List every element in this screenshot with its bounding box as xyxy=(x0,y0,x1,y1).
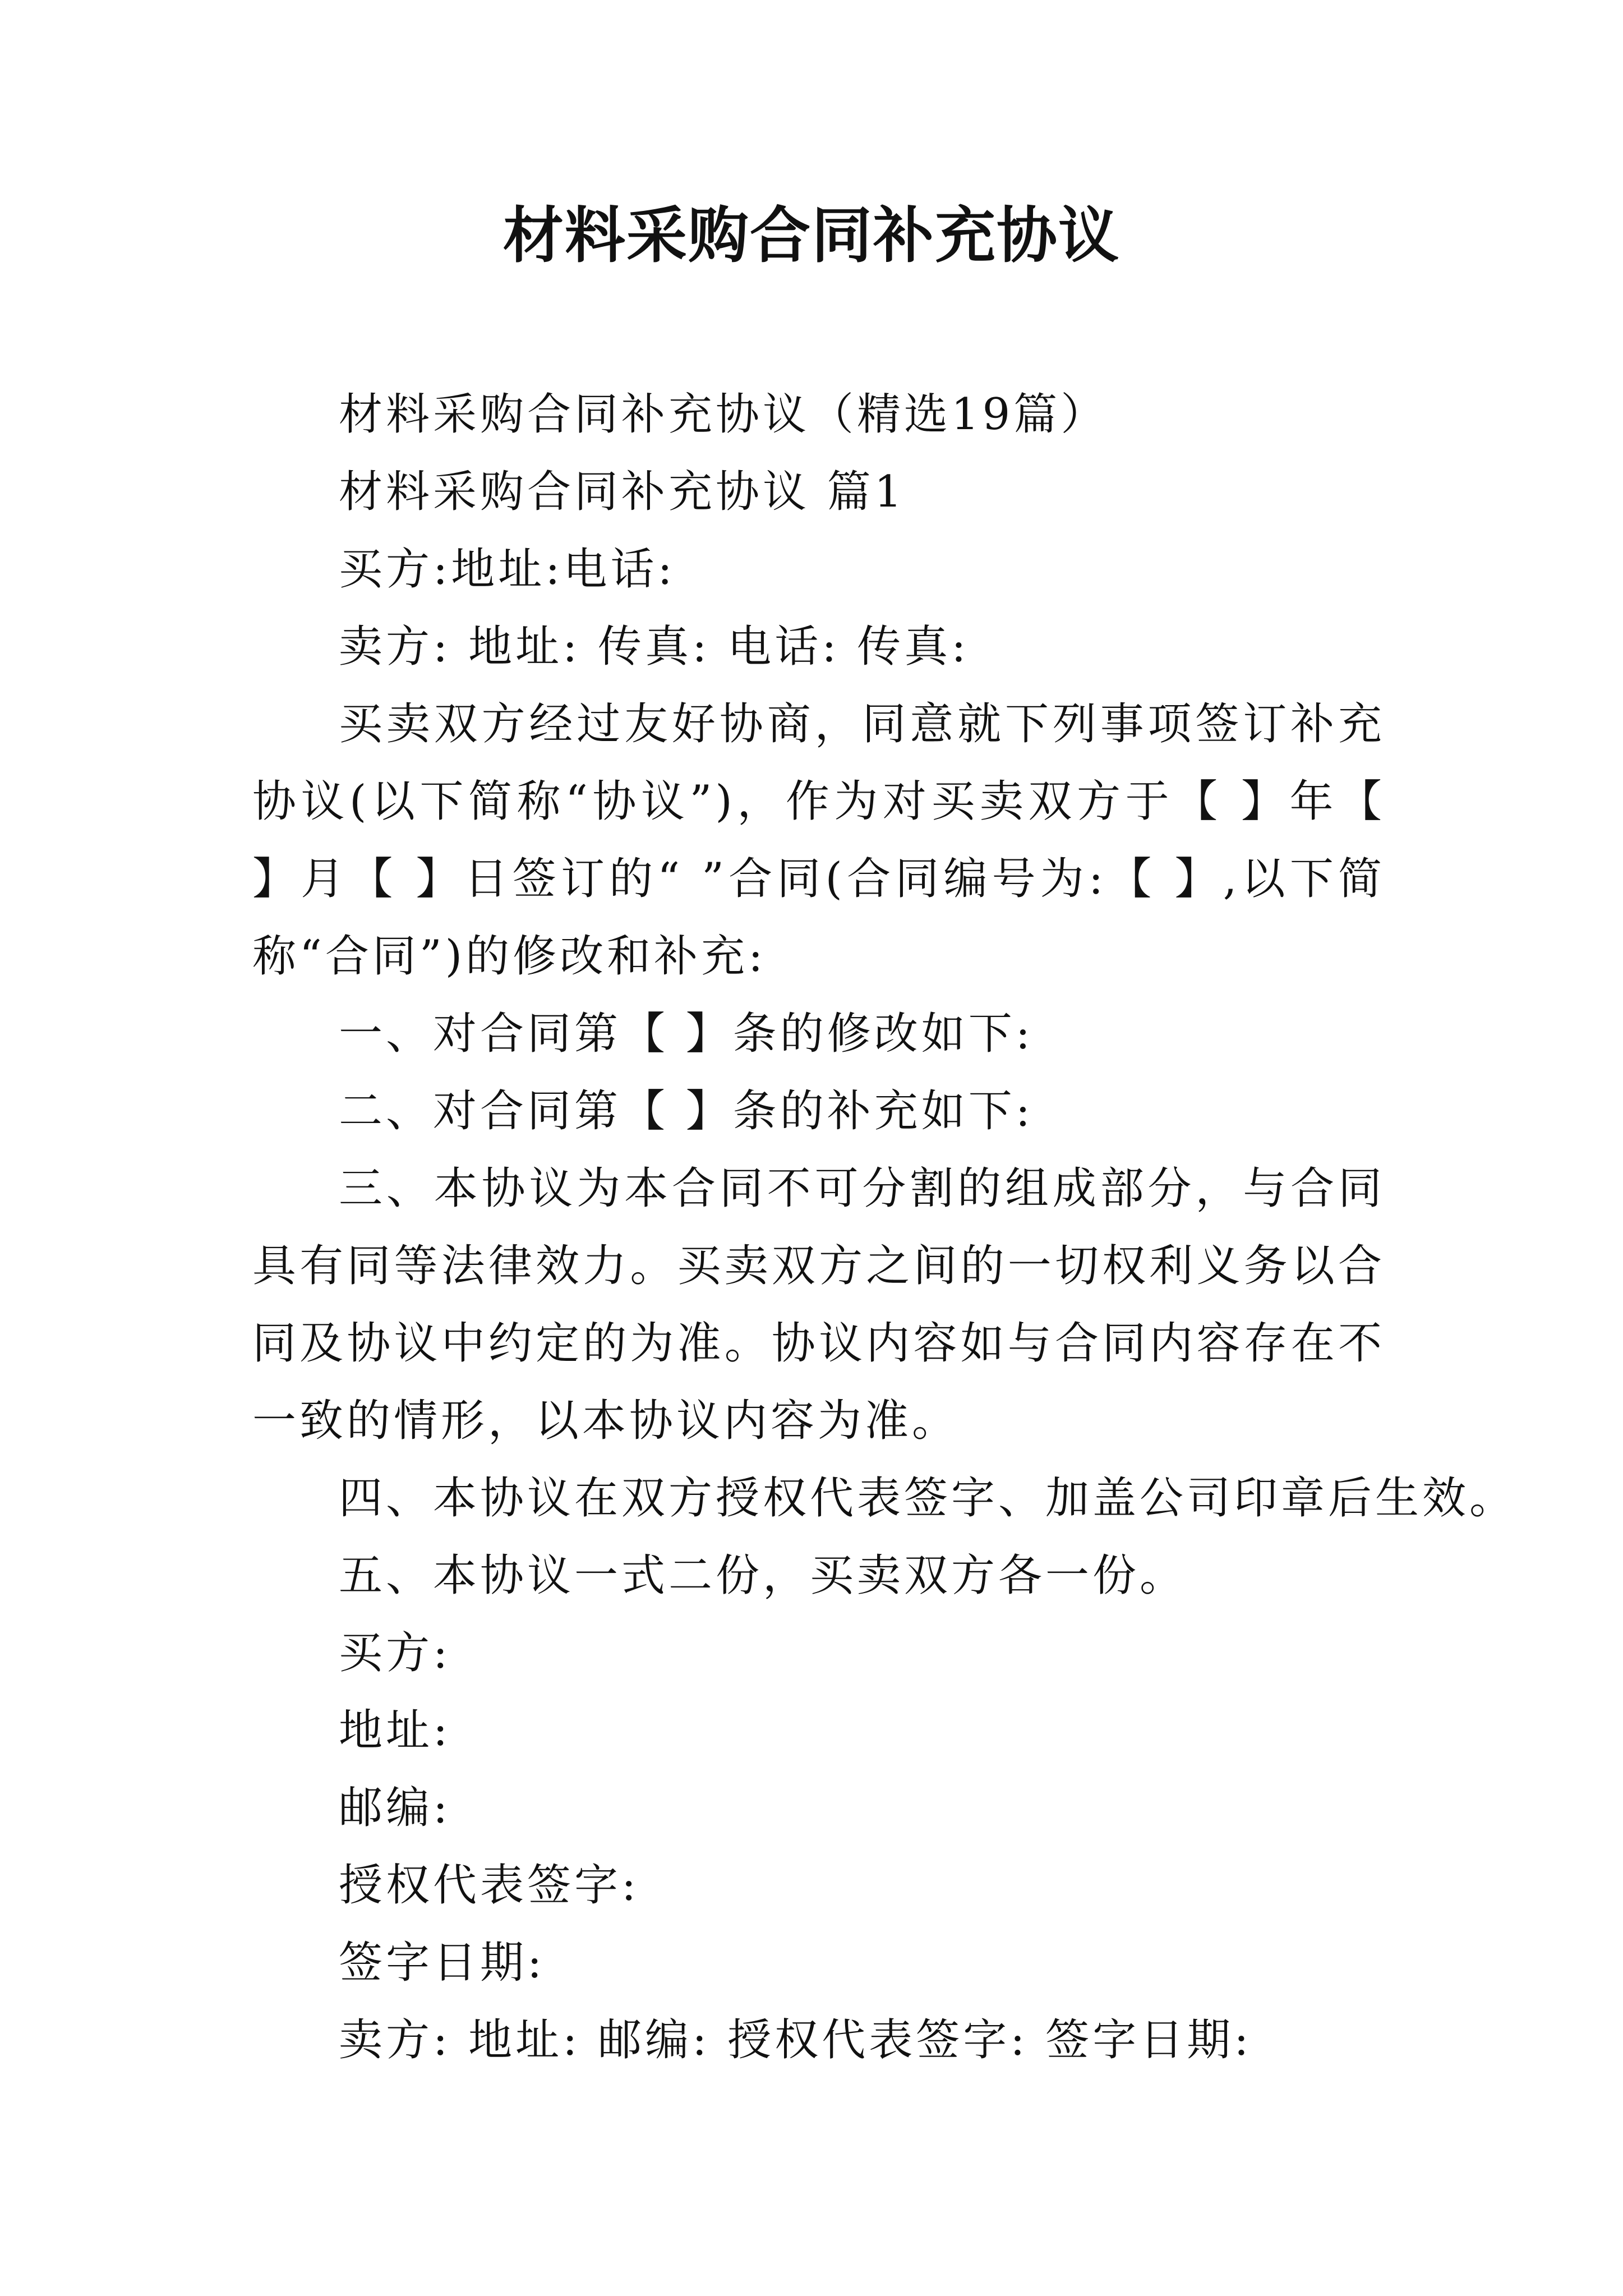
signature-postcode: 邮编: xyxy=(339,1783,451,1833)
paragraph-subtitle: 材料采购合同补充协议（精选19篇） xyxy=(339,389,1108,440)
document-title: 材料采购合同补充协议 xyxy=(502,200,1120,271)
document-body xyxy=(252,376,1517,2079)
paragraph-clause-3: 三、本协议为本合同不可分割的组成部分，与合同具有同等法律效力。买卖双方之间的一切权利义务以合同及协议中约定的为准。协议内容如与合同内容存在不一致的情形，以本协议内容为准。 xyxy=(252,1163,1385,1446)
signature-seller-line: 卖方: 地址: 邮编: 授权代表签字: 签字日期: xyxy=(339,2015,1252,2065)
paragraph-clause-5: 五、本协议一式二份，买卖双方各一份。 xyxy=(339,1550,1187,1601)
signature-date: 签字日期: xyxy=(339,1938,546,1988)
signature-address: 地址: xyxy=(339,1705,451,1756)
signature-buyer: 买方: xyxy=(339,1628,451,1678)
paragraph-clause-2: 二、对合同第【 】条的补充如下: xyxy=(339,1086,1034,1137)
paragraph-buyer-info: 买方:地址:电话: xyxy=(339,544,676,595)
paragraph-clause-4: 四、本协议在双方授权代表签字、加盖公司印章后生效。 xyxy=(339,1473,1517,1524)
paragraph-preamble: 买卖双方经过友好协商，同意就下列事项签订补充协议(以下简称“协议”)，作为对买卖双方于【 】年【 】月【 】日签订的“ ”合同(合同编号为:【 】,以下简称“合同”)的修改和补充: xyxy=(252,699,1385,982)
signature-authorized-rep: 授权代表签字: xyxy=(339,1860,640,1911)
paragraph-chapter-heading: 材料采购合同补充协议 篇1 xyxy=(339,467,906,517)
paragraph-seller-info: 卖方: 地址: 传真: 电话: 传真: xyxy=(339,622,970,672)
paragraph-clause-1: 一、对合同第【 】条的修改如下: xyxy=(339,1009,1034,1059)
